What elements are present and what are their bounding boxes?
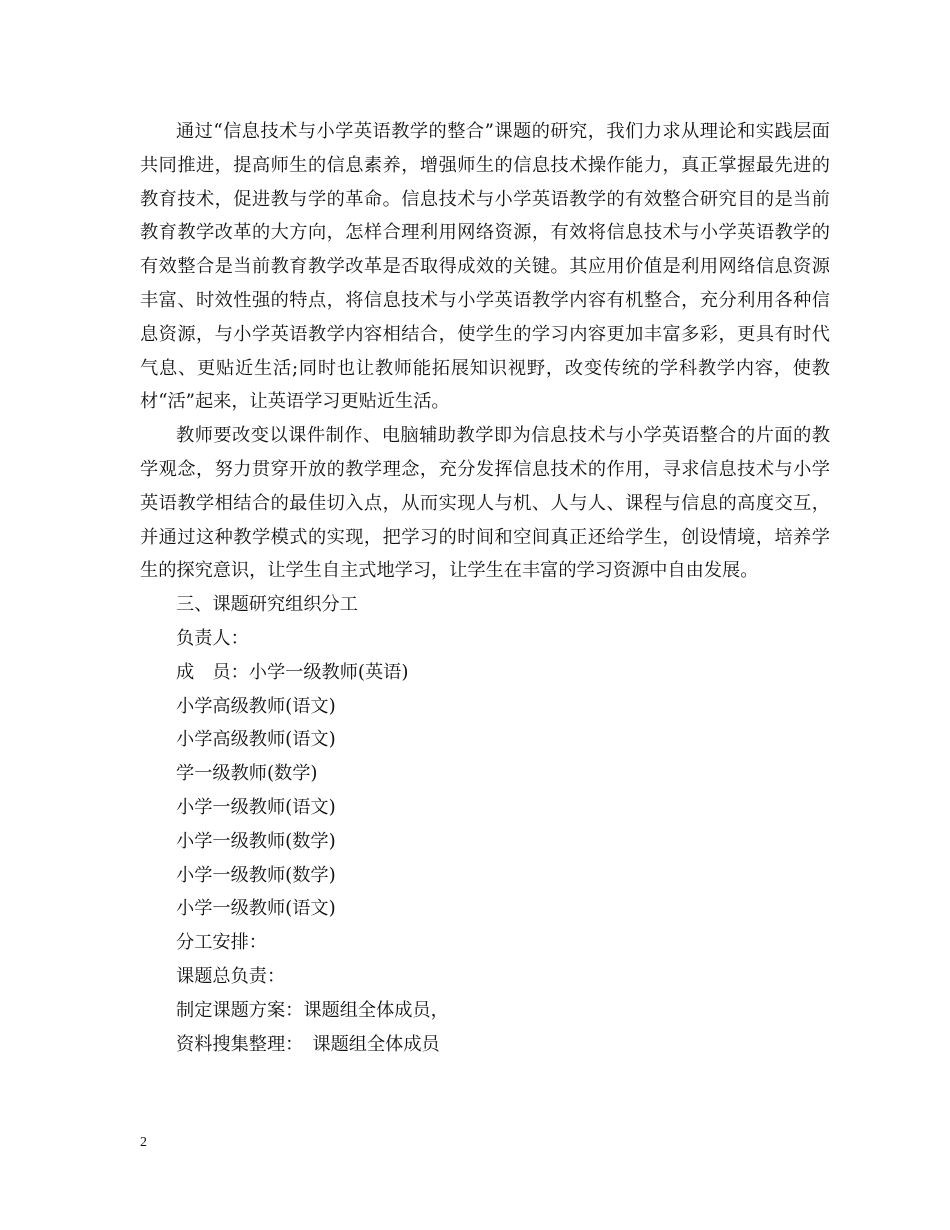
paragraph-integration-research: 通过“信息技术与小学英语教学的整合”课题的研究，我们力求从理论和实践层面共同推进，提高师生的信息素养，增强师生的信息技术操作能力，真正掌握最先进的教育技术，促进教与学的革命。信息技术与小学英语教学的有效整合研究目的是当前教育教学改革的大方向，怎样合理利用网络资源，有效将信息技术与小学英语教学的有效整合是当前教育教学改革是否取得成效的关键。其应用价值是利用网络信息资源丰富、时效性强的特点，将信息技术与小学英语教学内容有机整合，充分利用各种信息资源，与小学英语教学内容相结合，使学生的学习内容更加丰富多彩，更具有时代气息、更贴近生活;同时也让教师能拓展知识视野，改变传统的学科教学内容，使教材“活”起来，让英语学习更贴近生活。 — [140, 121, 830, 413]
task-line: 制定课题方案：课题组全体成员， — [176, 999, 449, 1021]
member-line: 小学一级教师(语文) — [176, 796, 336, 818]
member-line: 小学一级教师(语文) — [176, 898, 336, 920]
member-line: 小学一级教师(数学) — [176, 864, 336, 886]
page-number: 2 — [140, 1135, 147, 1150]
document-body — [140, 115, 830, 1061]
task-line: 课题总负责： — [176, 965, 286, 987]
task-line: 资料搜集整理： 课题组全体成员 — [176, 1033, 440, 1055]
division-heading: 分工安排： — [176, 932, 267, 954]
member-line: 小学一级教师(数学) — [176, 830, 336, 852]
leader-line: 负责人： — [176, 627, 249, 649]
member-line: 小学高级教师(语文) — [176, 729, 336, 751]
paragraph-teaching-concept: 教师要改变以课件制作、电脑辅助教学即为信息技术与小学英语整合的片面的教学观念，努力贯穿开放的教学理念，充分发挥信息技术的作用，寻求信息技术与小学英语教学相结合的最佳切入点，从而实现人与机、人与人、课程与信息的高度交互，并通过这种教学模式的实现，把学习的时间和空间真正还给学生，创设情境，培养学生的探究意识，让学生自主式地学习，让学生在丰富的学习资源中自由发展。 — [140, 425, 830, 582]
member-line: 学一级教师(数学) — [176, 763, 318, 785]
section-heading-organization: 三、课题研究组织分工 — [176, 594, 358, 616]
member-line: 小学高级教师(语文) — [176, 695, 336, 717]
member-line: 成 员：小学一级教师(英语) — [176, 661, 409, 683]
